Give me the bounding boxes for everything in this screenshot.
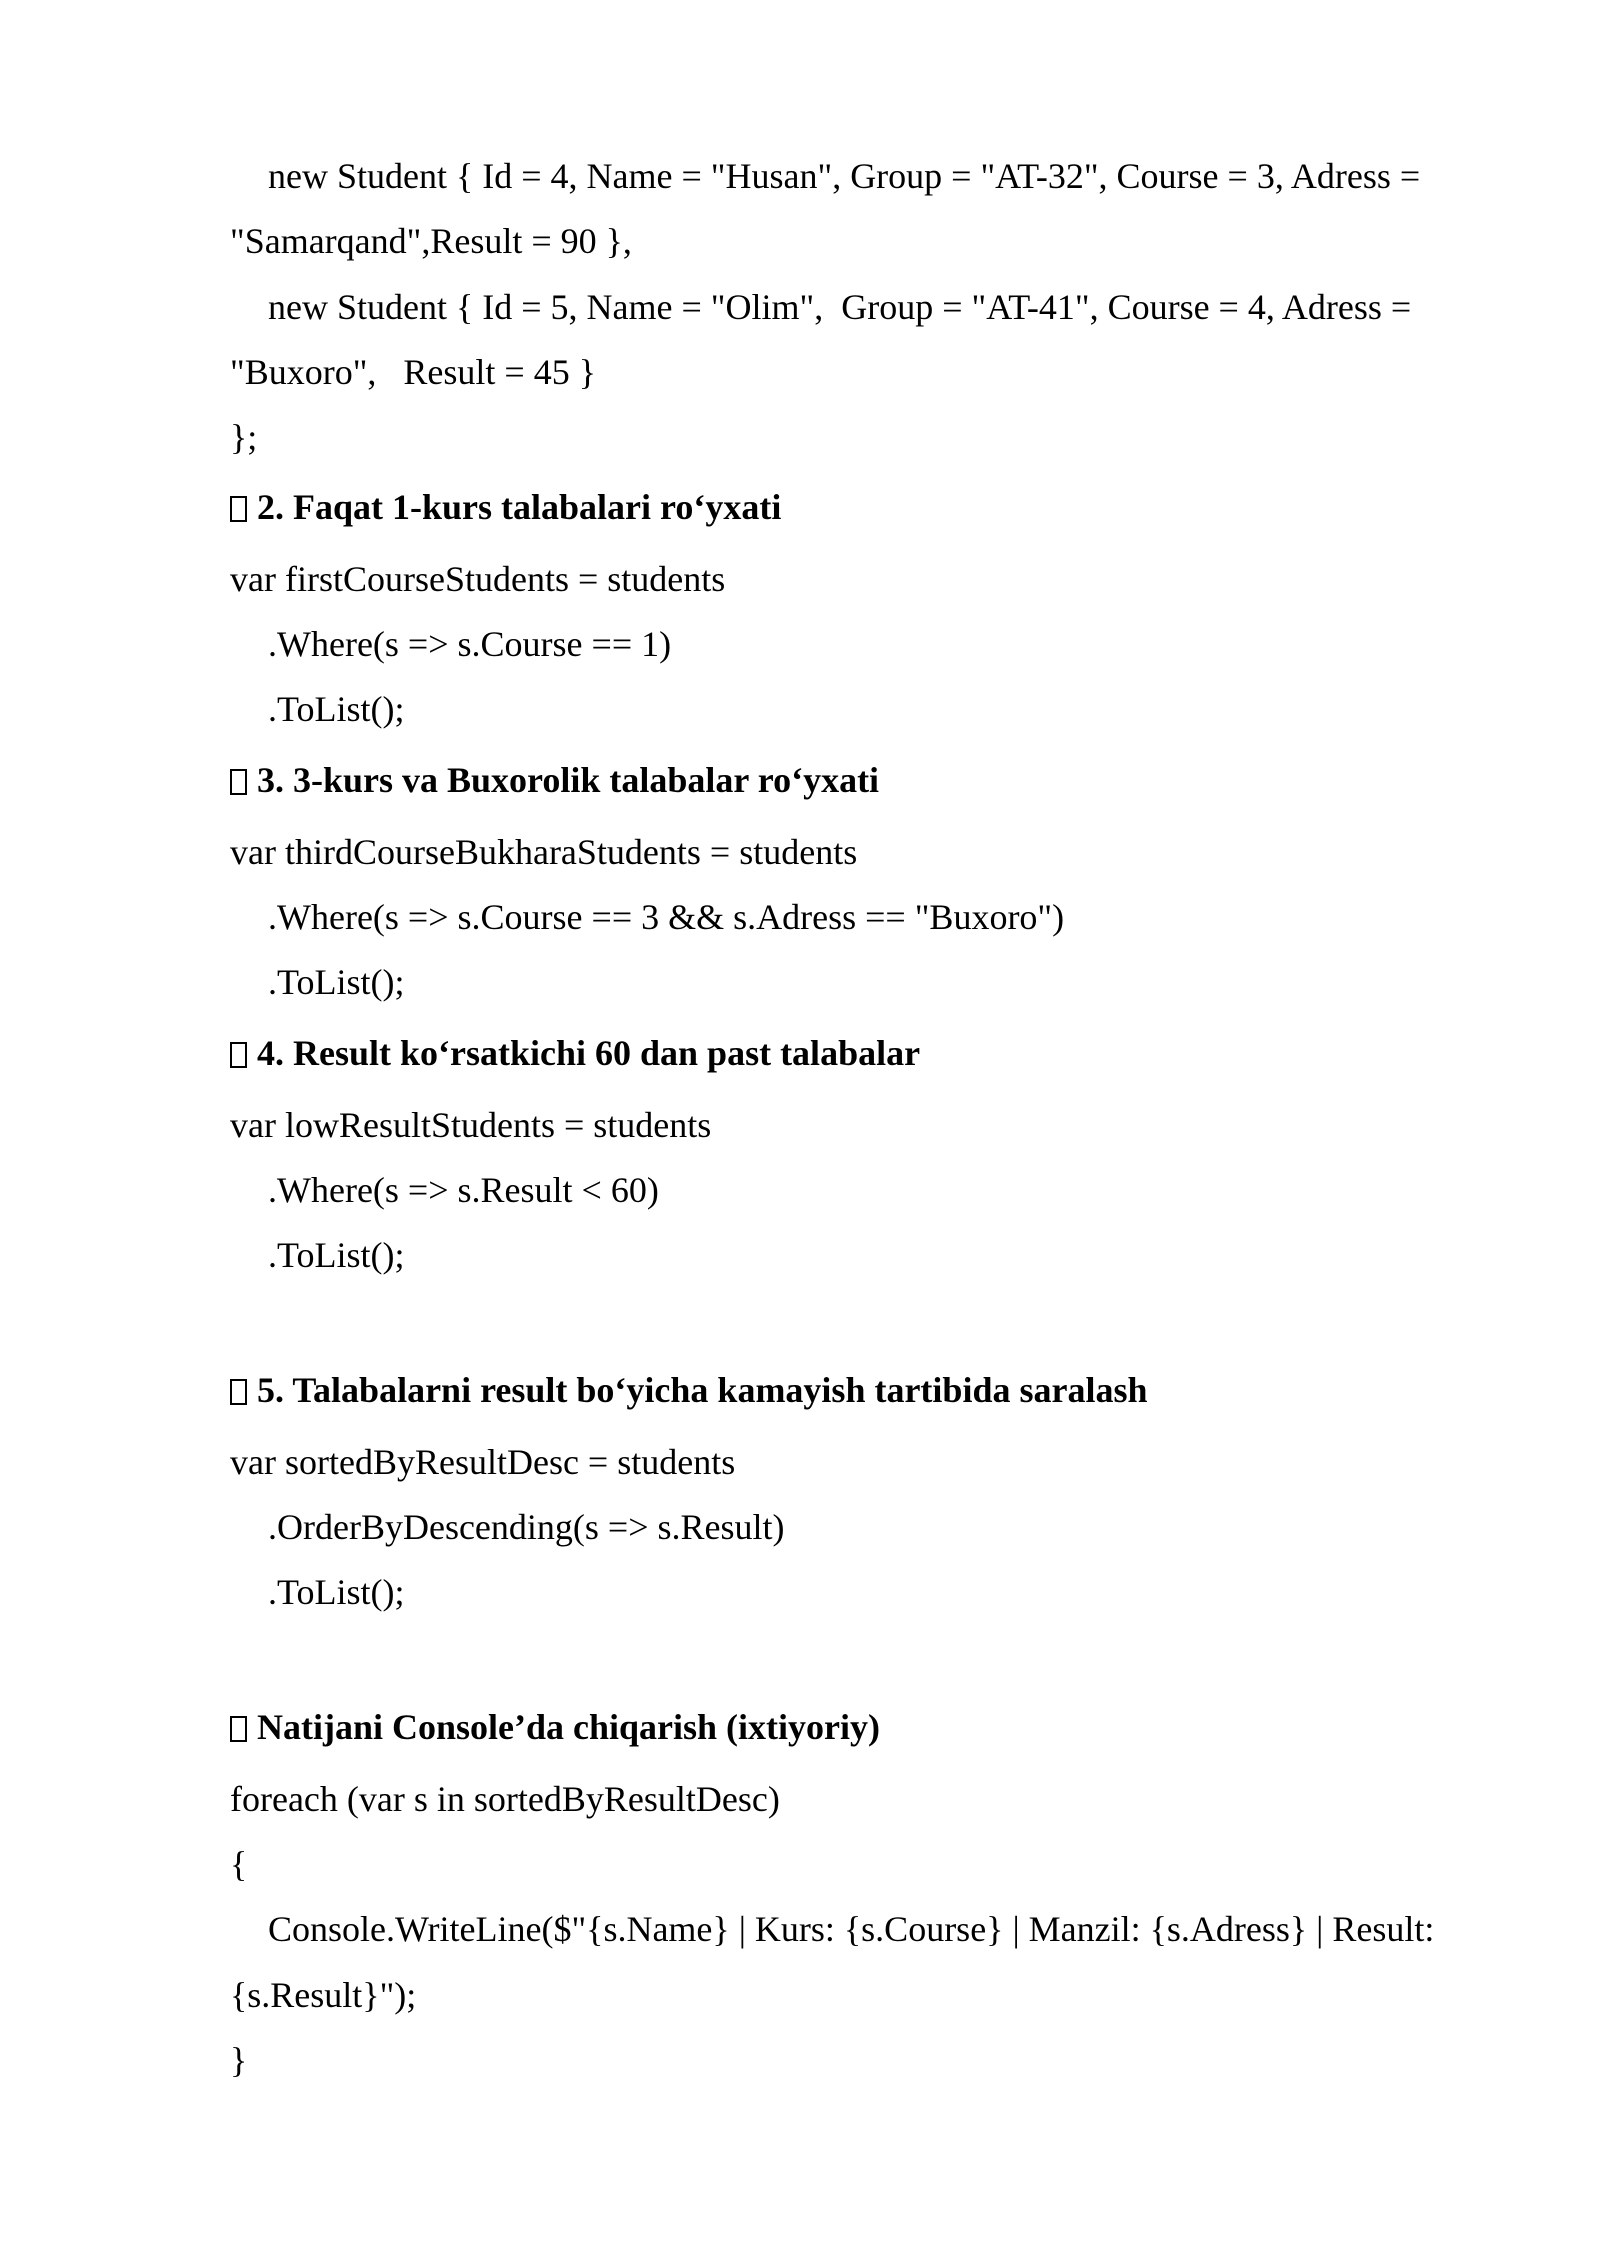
code-line: "Buxoro", Result = 45 } xyxy=(230,352,596,392)
code-line: {s.Result}"); xyxy=(230,1975,417,2015)
section-heading-text: Natijani Console’da chiqarish (ixtiyoriy) xyxy=(257,1707,881,1747)
code-line: new Student { Id = 5, Name = "Olim", Group = "AT-41", Course = 4, Adress = xyxy=(268,287,1412,327)
code-line: var sortedByResultDesc = students xyxy=(230,1442,736,1482)
code-line: var firstCourseStudents = students xyxy=(230,559,726,599)
section-heading-text: 2. Faqat 1-kurs talabalari ro‘yxati xyxy=(257,487,782,527)
section-heading xyxy=(230,487,781,527)
missing-glyph-icon xyxy=(230,1379,247,1405)
code-line: Console.WriteLine($"{s.Name} | Kurs: {s.Course} | Manzil: {s.Adress} | Result: xyxy=(268,1909,1435,1949)
code-line: var thirdCourseBukharaStudents = students xyxy=(230,832,858,872)
code-line: .Where(s => s.Course == 1) xyxy=(268,624,672,664)
code-line: .Where(s => s.Result < 60) xyxy=(268,1170,659,1210)
code-line: .ToList(); xyxy=(268,1235,405,1275)
section-heading xyxy=(230,1033,920,1073)
code-line: .Where(s => s.Course == 3 && s.Adress == "Buxoro") xyxy=(268,897,1065,937)
code-line: { xyxy=(230,1844,248,1884)
section-heading xyxy=(230,1370,1148,1410)
code-line: } xyxy=(230,2040,248,2080)
missing-glyph-icon xyxy=(230,1716,247,1742)
code-line: .ToList(); xyxy=(268,1572,405,1612)
section-heading-text: 4. Result ko‘rsatkichi 60 dan past talabalar xyxy=(257,1033,921,1073)
code-line: var lowResultStudents = students xyxy=(230,1105,712,1145)
code-line: .ToList(); xyxy=(268,962,405,1002)
code-line: .OrderByDescending(s => s.Result) xyxy=(268,1507,785,1547)
missing-glyph-icon xyxy=(230,1042,247,1068)
code-line: .ToList(); xyxy=(268,689,405,729)
code-line: "Samarqand",Result = 90 }, xyxy=(230,221,632,261)
code-line: }; xyxy=(230,417,258,457)
missing-glyph-icon xyxy=(230,496,247,522)
missing-glyph-icon xyxy=(230,769,247,795)
code-line: foreach (var s in sortedByResultDesc) xyxy=(230,1779,780,1819)
section-heading xyxy=(230,760,879,800)
section-heading xyxy=(230,1707,880,1747)
code-line: new Student { Id = 4, Name = "Husan", Group = "AT-32", Course = 3, Adress = xyxy=(268,156,1421,196)
section-heading-text: 3. 3-kurs va Buxorolik talabalar ro‘yxati xyxy=(257,760,880,800)
section-heading-text: 5. Talabalarni result bo‘yicha kamayish tartibida saralash xyxy=(257,1370,1148,1410)
